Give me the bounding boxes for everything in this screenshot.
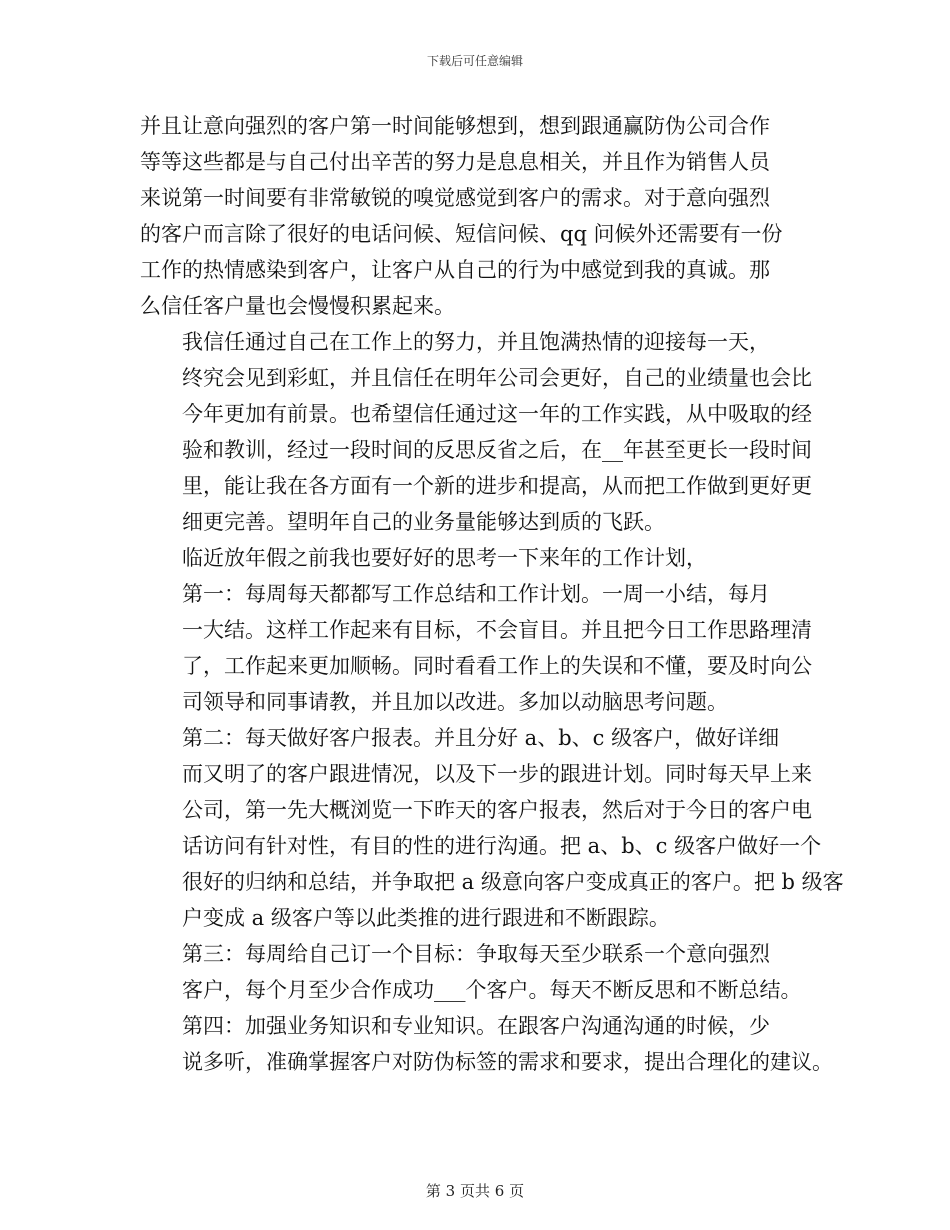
paragraph <box>140 540 812 576</box>
text-line: 第四：加强业务知识和专业知识。在跟客户沟通沟通的时候，少 <box>182 1014 770 1038</box>
text-line: 今年更加有前景。也希望信任通过这一年的工作实践，从中吸取的经 <box>182 402 812 426</box>
text-line: 临近放年假之前我也要好好的思考一下来年的工作计划， <box>182 546 707 570</box>
text-line: 我信任通过自己在工作上的努力，并且饱满热情的迎接每一天， <box>182 330 770 354</box>
text-line: 第三：每周给自己订一个目标：争取每天至少联系一个意向强烈 <box>182 942 770 966</box>
paragraph <box>140 576 812 720</box>
text-line: 话访问有针对性，有目的性的进行沟通。把 a、b、c 级客户做好一个 <box>182 834 822 858</box>
text-line: 司领导和同事请教，并且加以改进。多加以动脑思考问题。 <box>182 690 728 714</box>
text-line: 里，能让我在各方面有一个新的进步和提高，从而把工作做到更好更 <box>182 474 812 498</box>
text-line: 来说第一时间要有非常敏锐的嗅觉感觉到客户的需求。对于意向强烈 <box>140 186 770 210</box>
text-line: 细更完善。望明年自己的业务量能够达到质的飞跃。 <box>182 510 665 534</box>
page-footer: 第 3 页共 6 页 <box>425 1182 525 1200</box>
text-line: 第一：每周每天都都写工作总结和工作计划。一周一小结，每月 <box>182 582 770 606</box>
paragraph <box>140 108 812 324</box>
document-body <box>140 108 844 1080</box>
paragraph <box>140 720 844 936</box>
page-header: 下载后可任意编辑 <box>426 54 523 68</box>
text-line: 等等这些都是与自己付出辛苦的努力是息息相关，并且作为销售人员 <box>140 150 770 174</box>
text-line: 工作的热情感染到客户，让客户从自己的行为中感觉到我的真诚。那 <box>140 258 770 282</box>
text-line: 第二：每天做好客户报表。并且分好 a、b、c 级客户，做好详细 <box>182 726 780 750</box>
text-line: 验和教训，经过一段时间的反思反省之后，在__年甚至更长一段时间 <box>182 438 812 462</box>
text-line: 说多听，准确掌握客户对防伪标签的需求和要求，提出合理化的建议。 <box>182 1050 833 1074</box>
paragraph <box>140 324 812 540</box>
text-line: 并且让意向强烈的客户第一时间能够想到，想到跟通赢防伪公司合作 <box>140 114 770 138</box>
text-line: 而又明了的客户跟进情况，以及下一步的跟进计划。同时每天早上来 <box>182 762 812 786</box>
paragraph <box>140 1008 833 1080</box>
text-line: 终究会见到彩虹，并且信任在明年公司会更好，自己的业绩量也会比 <box>182 366 812 390</box>
text-line: 了，工作起来更加顺畅。同时看看工作上的失误和不懂，要及时向公 <box>182 654 812 678</box>
text-line: 客户，每个月至少合作成功___个客户。每天不断反思和不断总结。 <box>182 978 802 1002</box>
text-line: 公司，第一先大概浏览一下昨天的客户报表，然后对于今日的客户电 <box>182 798 812 822</box>
text-line: 的客户而言除了很好的电话问候、短信问候、qq 问候外还需要有一份 <box>140 222 783 246</box>
text-line: 很好的归纳和总结，并争取把 a 级意向客户变成真正的客户。把 b 级客 <box>182 870 844 894</box>
text-line: 一大结。这样工作起来有目标，不会盲目。并且把今日工作思路理清 <box>182 618 812 642</box>
text-line: 户变成 a 级客户等以此类推的进行跟进和不断跟踪。 <box>182 906 670 930</box>
paragraph <box>140 936 812 1008</box>
text-line: 么信任客户量也会慢慢积累起来。 <box>140 294 455 318</box>
